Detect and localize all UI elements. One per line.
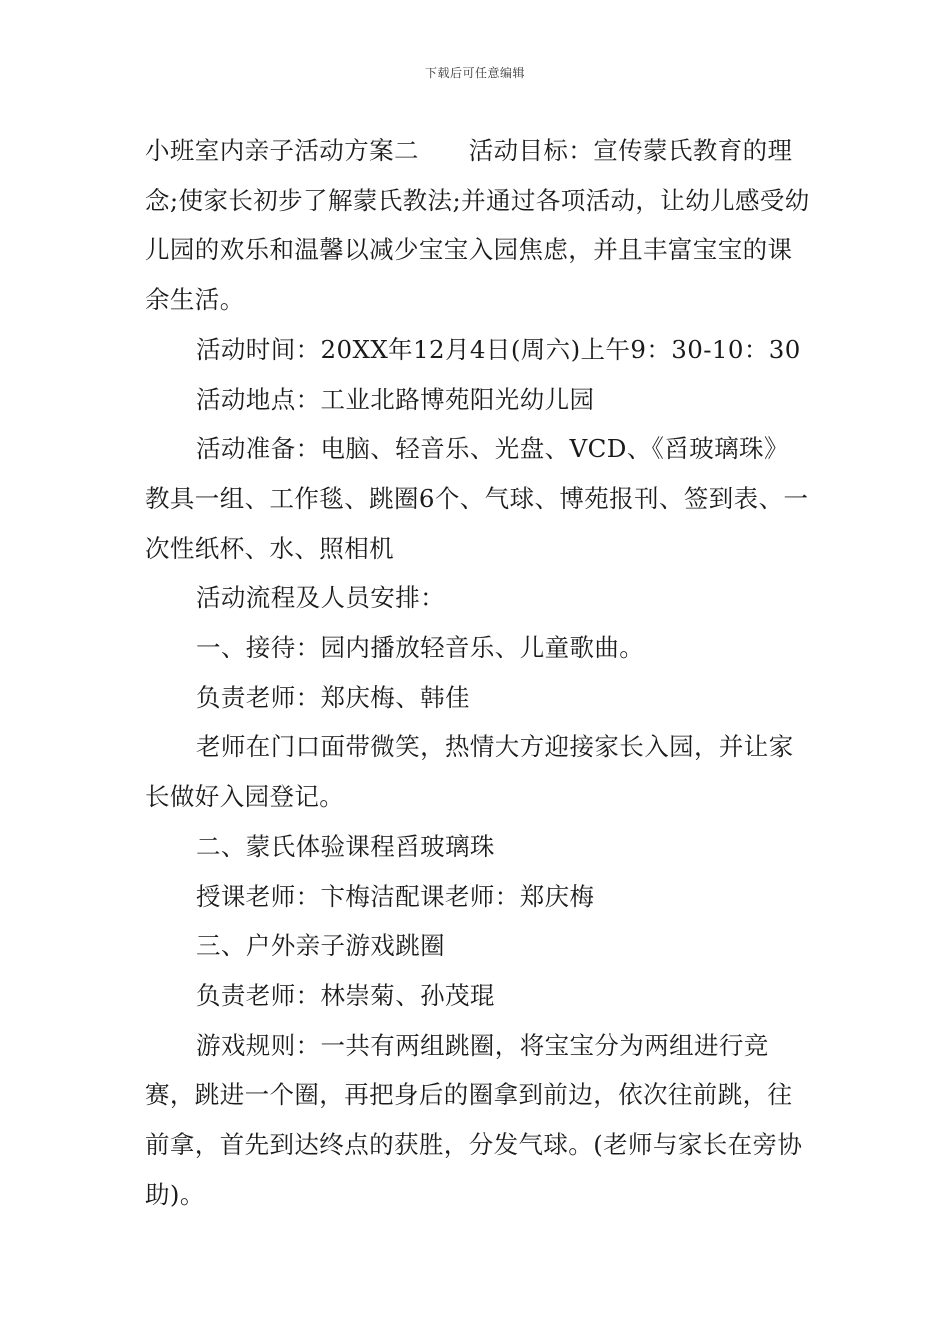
paragraph-process-heading: 活动流程及人员安排：	[196, 583, 445, 613]
page-header: 下载后可任意编辑	[424, 66, 525, 80]
document-body	[145, 126, 810, 1219]
paragraph-intro-objectives: 小班室内亲子活动方案二 活动目标：宣传蒙氏教育的理念;使家长初步了解蒙氏教法;并通过各项活动，让幼儿感受幼儿园的欢乐和温馨以减少宝宝入园焦虑，并且丰富宝宝的课余生活。	[145, 136, 810, 315]
paragraph-reception-teachers: 负责老师：郑庆梅、韩佳	[196, 682, 470, 712]
paragraph-course-teachers: 授课老师：卞梅洁配课老师：郑庆梅	[196, 881, 595, 911]
paragraph-game-teachers: 负责老师：林崇菊、孙茂琨	[196, 980, 495, 1010]
paragraph-reception-details: 老师在门口面带微笑，热情大方迎接家长入园，并让家长做好入园登记。	[145, 732, 794, 812]
paragraph-game-rules: 游戏规则：一共有两组跳圈，将宝宝分为两组进行竞赛，跳进一个圈，再把身后的圈拿到前边，依次往前跳，往前拿，首先到达终点的获胜，分发气球。(老师与家长在旁协助)。	[145, 1030, 803, 1209]
paragraph-activity-location: 活动地点：工业北路博苑阳光幼儿园	[196, 384, 595, 414]
paragraph-montessori-course: 二、蒙氏体验课程舀玻璃珠	[196, 831, 495, 861]
paragraph-activity-time: 活动时间：20XX年12月4日(周六)上午9：30-10：30	[196, 334, 801, 364]
paragraph-activity-preparation: 活动准备：电脑、轻音乐、光盘、VCD、《舀玻璃珠》教具一组、工作毯、跳圈6个、气球、博苑报刊、签到表、一次性纸杯、水、照相机	[145, 434, 809, 563]
paragraph-reception: 一、接待：园内播放轻音乐、儿童歌曲。	[196, 633, 645, 663]
paragraph-outdoor-game: 三、户外亲子游戏跳圈	[196, 931, 445, 961]
